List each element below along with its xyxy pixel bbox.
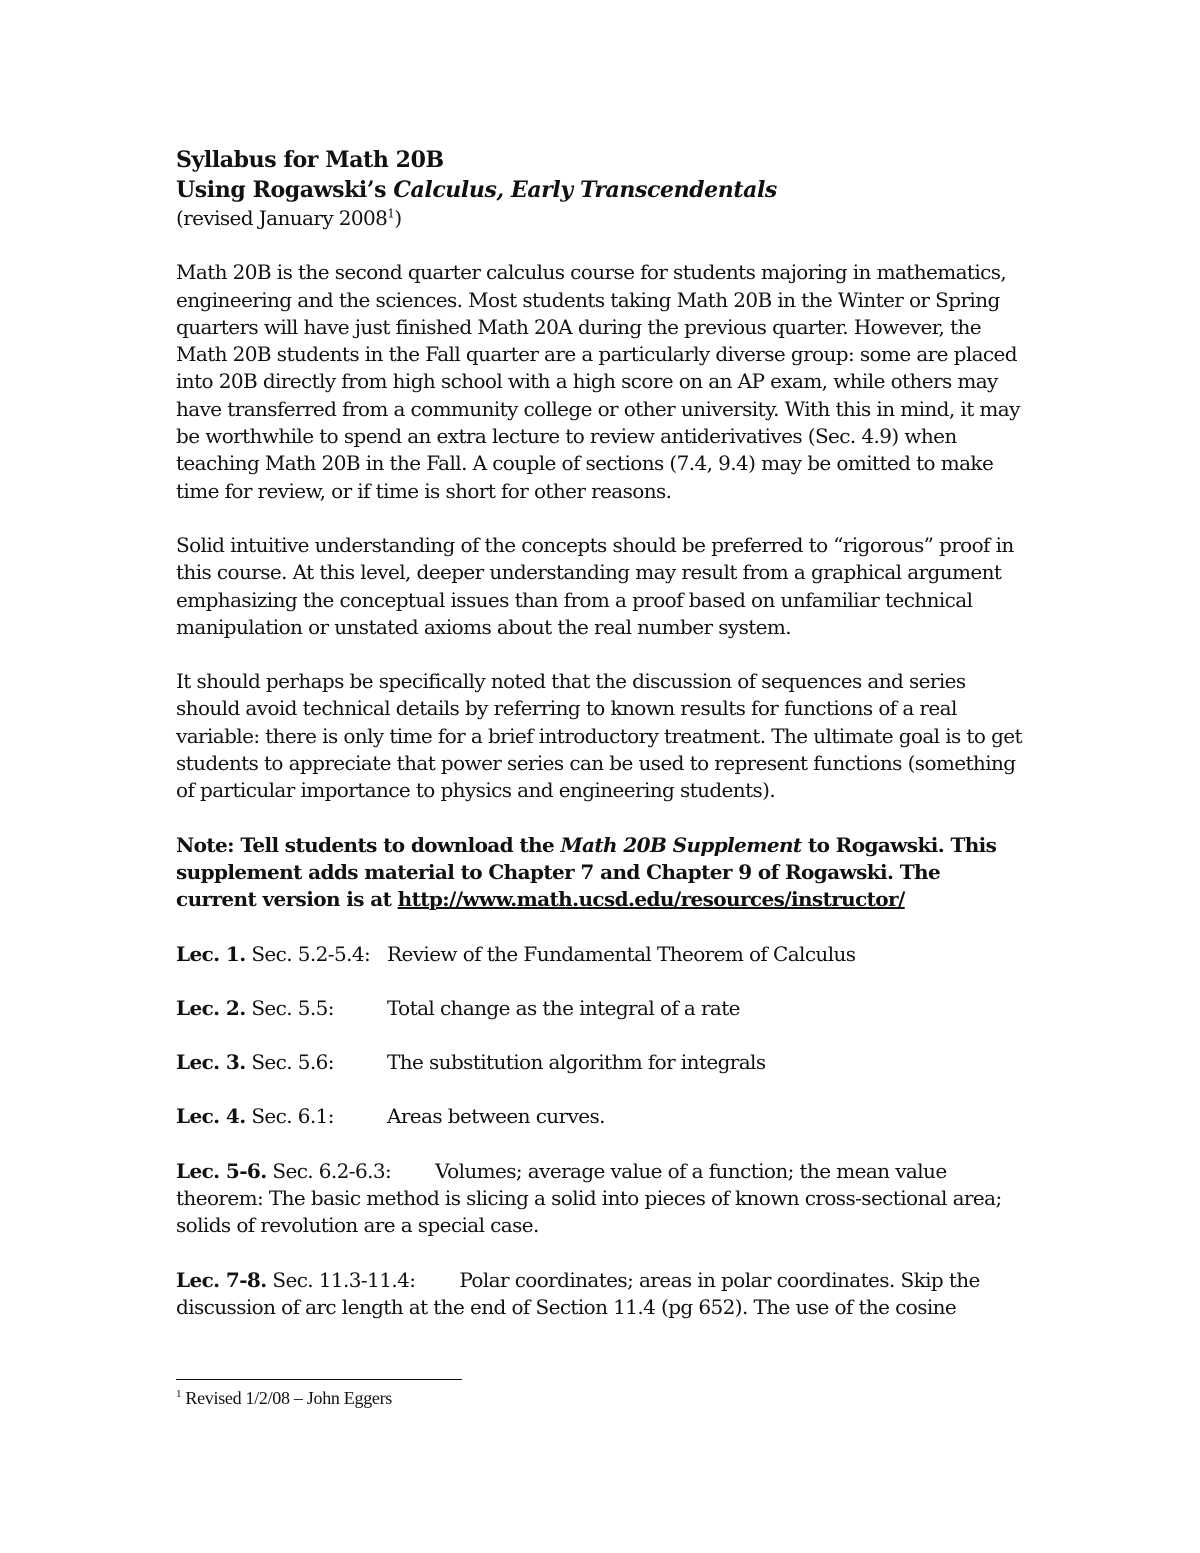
lecture-number: Lec. 7-8. bbox=[176, 1267, 267, 1292]
lecture-topic: The substitution algorithm for integrals bbox=[387, 1050, 766, 1075]
lecture-section: Sec. 6.2-6.3: bbox=[266, 1158, 392, 1183]
lecture-section: Sec. 5.2-5.4: bbox=[245, 941, 371, 966]
lecture-item bbox=[176, 1049, 1026, 1076]
revision-close: ) bbox=[394, 206, 402, 230]
document-body bbox=[176, 145, 1026, 1321]
lecture-section: Sec. 11.3-11.4: bbox=[266, 1267, 416, 1292]
lecture-number: Lec. 5-6. bbox=[176, 1158, 267, 1183]
subtitle-prefix: Using Rogawski’s bbox=[176, 177, 394, 203]
understanding-paragraph: Solid intuitive understanding of the concepts should be preferred to “rigorous” proof in this course. At this level, deeper understanding may result from a graphical argument emphasizing the conceptual issues than from a proof based on unfamiliar technical manipulation or unstated axioms about the real number system. bbox=[176, 532, 1014, 639]
series-paragraph: It should perhaps be specifically noted that the discussion of sequences and series should avoid technical details by referring to known results for functions of a real variable: there is only time for a brief introductory treatment. The ultimate goal is to get students to appreciate that power series can be used to represent functions (something of particular importance to physics and engineering students). bbox=[176, 669, 1022, 803]
page-title: Syllabus for Math 20B bbox=[176, 147, 444, 173]
lecture-section: Sec. 5.5: bbox=[245, 995, 334, 1020]
lecture-section: Sec. 5.6: bbox=[245, 1050, 334, 1075]
lecture-topic: Total change as the integral of a rate bbox=[387, 995, 740, 1020]
lecture-number: Lec. 4. bbox=[176, 1104, 246, 1129]
lecture-number: Lec. 3. bbox=[176, 1050, 246, 1075]
supplement-note bbox=[176, 832, 1026, 914]
footnote bbox=[176, 1388, 392, 1409]
book-title: Calculus, Early Transcendentals bbox=[393, 177, 777, 203]
revision-note bbox=[176, 205, 1026, 232]
footnote-text: Revised 1/2/08 – John Eggers bbox=[181, 1388, 392, 1408]
footnote-mark: 1 bbox=[176, 1388, 182, 1400]
lecture-topic: Review of the Fundamental Theorem of Calculus bbox=[387, 941, 856, 966]
lecture-item bbox=[176, 1267, 1026, 1322]
lecture-item bbox=[176, 941, 1026, 968]
lecture-topic: Areas between curves. bbox=[387, 1104, 605, 1129]
page-subtitle bbox=[176, 175, 1026, 205]
lecture-number: Lec. 1. bbox=[176, 941, 246, 966]
note-middle: to Rogawski. This supplement adds material to Chapter 7 and Chapter 9 of Rogawski. The current version is at bbox=[176, 832, 997, 912]
lecture-topic: Polar coordinates; areas in polar coordinates. Skip the discussion of arc length at the end of Section 11.4 (pg 652). The use of the cosine bbox=[176, 1267, 980, 1319]
footnote-divider bbox=[176, 1379, 462, 1380]
note-prefix: Note: Tell students to download the bbox=[176, 832, 561, 857]
lecture-section: Sec. 6.1: bbox=[245, 1104, 334, 1129]
lecture-item bbox=[176, 1103, 1026, 1130]
lecture-number: Lec. 2. bbox=[176, 995, 246, 1020]
lecture-item bbox=[176, 995, 1026, 1022]
lecture-topic: Volumes; average value of a function; the mean value theorem: The basic method is slicing a solid into pieces of known cross-sectional area; solids of revolution are a special case. bbox=[176, 1158, 1002, 1238]
lecture-item bbox=[176, 1158, 1026, 1240]
footnote-reference[interactable]: 1 bbox=[387, 206, 395, 221]
supplement-link[interactable]: http://www.math.ucsd.edu/resources/instructor/ bbox=[397, 887, 905, 912]
intro-paragraph: Math 20B is the second quarter calculus course for students majoring in mathematics, engineering and the sciences. Most students taking Math 20B in the Winter or Spring quarters will have just finished Math 20A during the previous quarter. However, the Math 20B students in the Fall quarter are a particularly diverse group: some are placed into 20B directly from high school with a high score on an AP exam, while others may have transferred from a community college or other university. With this in mind, it may be worthwhile to spend an extra lecture to review antiderivatives (Sec. 4.9) when teaching Math 20B in the Fall. A couple of sections (7.4, 9.4) may be omitted to make time for review, or if time is short for other reasons. bbox=[176, 260, 1020, 503]
supplement-title: Math 20B Supplement bbox=[560, 832, 802, 857]
revision-text: (revised January 2008 bbox=[176, 206, 388, 230]
